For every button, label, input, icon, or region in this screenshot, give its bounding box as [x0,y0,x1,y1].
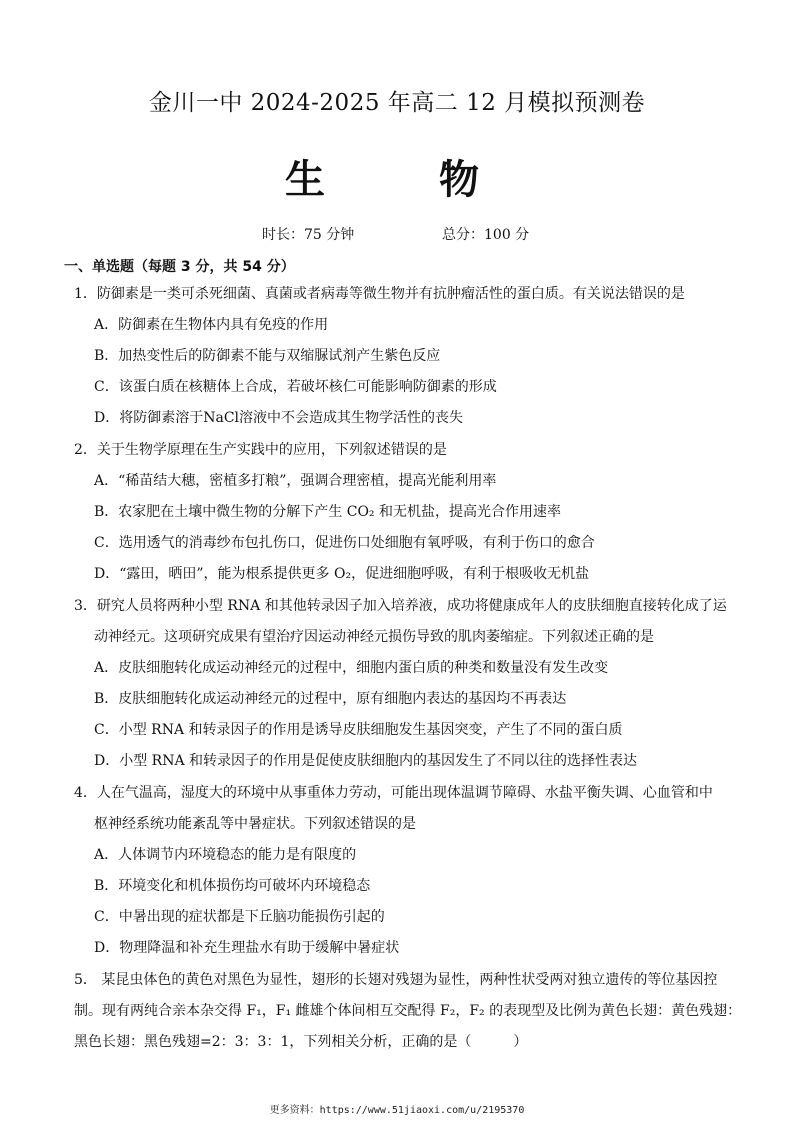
question-3-stem-continued: 动神经元。这项研究成果有望治疗因运动神经元损伤导致的肌肉萎缩症。下列叙述正确的是 [94,629,654,645]
question-4-stem-continued: 枢神经系统功能紊乱等中暑症状。下列叙述错误的是 [94,816,416,832]
question-2-option-a: A．“稀苗结大穗，密植多打粮”，强调合理密植，提高光能利用率 [94,473,497,489]
question-2-stem: 2．关于生物学原理在生产实践中的应用，下列叙述错误的是 [74,442,447,458]
question-2-option-d: D．“露田，晒田”，能为根系提供更多 O₂，促进细胞呼吸，有利于根吸收无机盐 [94,566,590,582]
question-4-option-d: D．物理降温和补充生理盐水有助于缓解中暑症状 [94,940,400,956]
question-1-option-b: B．加热变性后的防御素不能与双缩脲试剂产生紫色反应 [94,348,441,364]
page-title: 金川一中 2024-2025 年高二 12 月模拟预测卷 [148,90,646,116]
question-2-option-b: B．农家肥在土壤中微生物的分解下产生 CO₂ 和无机盐，提高光合作用速率 [94,504,561,520]
question-4-stem: 4．人在气温高，湿度大的环境中从事重体力劳动，可能出现体温调节障碍、水盐平衡失调、心血管和中 [74,785,713,801]
question-1-option-d: D．将防御素溶于NaCl溶液中不会造成其生物学活性的丧失 [94,410,464,426]
exam-total-score: 总分：100 分 [442,227,530,243]
question-1-stem: 1．防御素是一类可杀死细菌、真菌或者病毒等微生物并有抗肿瘤活性的蛋白质。有关说法错误的是 [74,286,685,302]
question-4-option-a: A．人体调节内环境稳态的能力是有限度的 [94,847,357,863]
question-1-option-c: C．该蛋白质在核糖体上合成，若破坏核仁可能影响防御素的形成 [94,379,497,395]
question-5-stem: 5． 某昆虫体色的黄色对黑色为显性，翅形的长翅对残翅为显性，两种性状受两对独立遗传的等位基因控 [74,972,718,988]
question-5-stem-line-2: 制。现有两纯合亲本杂交得 F₁，F₁ 雌雄个体间相互交配得 F₂，F₂ 的表现型及比例为黄色长翅：黄色残翅： [74,1003,742,1019]
question-4-option-c: C．中暑出现的症状都是下丘脑功能损伤引起的 [94,909,385,925]
question-1-option-a: A．防御素在生物体内具有免疫的作用 [94,317,329,333]
question-2-option-c: C．选用透气的消毒纱布包扎伤口，促进伤口处细胞有氧呼吸，有利于伤口的愈合 [94,535,595,551]
section-heading: 一、单选题（每题 3 分，共 54 分） [64,259,295,275]
footer-link[interactable]: 更多资料：https://www.51jiaoxi.com/u/2195370 [269,1105,525,1116]
subject-heading: 生 物 [285,157,509,203]
question-3-option-d: D．小型 RNA 和转录因子的作用是促使皮肤细胞内的基因发生了不同以往的选择性表达 [94,753,638,769]
exam-duration: 时长：75 分钟 [262,227,355,243]
question-3-stem: 3．研究人员将两种小型 RNA 和其他转录因子加入培养液，成功将健康成年人的皮肤细胞直接转化成了运 [74,598,727,614]
question-3-option-c: C．小型 RNA 和转录因子的作用是诱导皮肤细胞发生基因突变，产生了不同的蛋白质 [94,722,623,738]
question-3-option-b: B．皮肤细胞转化成运动神经元的过程中，原有细胞内表达的基因均不再表达 [94,691,567,707]
question-4-option-b: B．环境变化和机体损伤均可破坏内环境稳态 [94,878,371,894]
question-3-option-a: A．皮肤细胞转化成运动神经元的过程中，细胞内蛋白质的种类和数量没有发生改变 [94,660,609,676]
question-5-stem-line-3: 黑色长翅：黑色残翅=2：3：3：1，下列相关分析，正确的是（ ） [74,1034,528,1050]
